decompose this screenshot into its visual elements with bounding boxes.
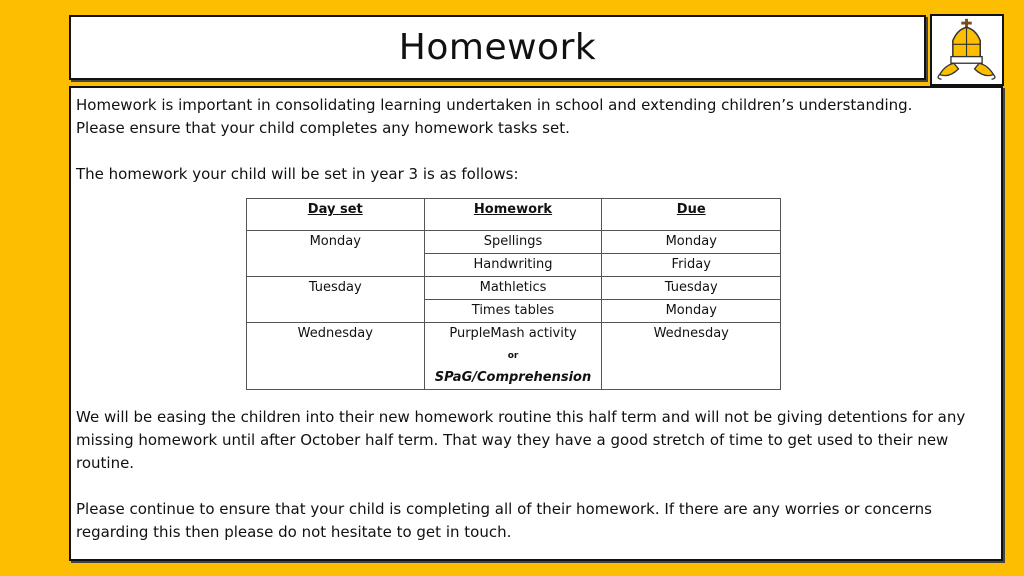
transition-paragraph: We will be easing the children into their new homework routine this half term and will not be giving detentions for any missing homework until after October half term. That way they have a good stretch of time to get used to their new routine. — [76, 408, 966, 472]
content-panel — [69, 86, 1003, 561]
day-cell: Monday — [247, 231, 425, 277]
school-crest — [930, 14, 1004, 86]
due-cell: Tuesday — [602, 277, 781, 300]
header-due: Due — [602, 199, 781, 231]
page-title: Homework — [398, 27, 597, 68]
schedule-intro: The homework your child will be set in year 3 is as follows: — [76, 165, 519, 183]
homework-option-1: PurpleMash activity — [449, 326, 577, 341]
table-row — [247, 323, 781, 390]
day-cell: Wednesday — [247, 323, 425, 390]
homework-option-2: SPaG/Comprehension — [434, 370, 592, 385]
header-day-set: Day set — [247, 199, 425, 231]
due-cell: Wednesday — [602, 323, 781, 390]
homework-cell: Times tables — [424, 300, 602, 323]
or-label: or — [507, 351, 519, 361]
concerns-paragraph: Please continue to ensure that your child is completing all of their homework. If there are any worries or concerns regarding this then please do not hesitate to get in touch. — [76, 500, 932, 541]
intro-line-1: Homework is important in consolidating learning undertaken in school and extending children’s understanding. — [76, 96, 913, 114]
school-crest-mitre-icon — [932, 16, 1002, 84]
homework-cell: Mathletics — [424, 277, 602, 300]
table-row — [247, 277, 781, 300]
title-bar — [69, 15, 926, 80]
due-cell: Monday — [602, 231, 781, 254]
homework-cell: Spellings — [424, 231, 602, 254]
day-cell: Tuesday — [247, 277, 425, 323]
table-row — [247, 231, 781, 254]
due-cell: Monday — [602, 300, 781, 323]
table-header-row — [247, 199, 781, 231]
homework-cell: Handwriting — [424, 254, 602, 277]
header-homework: Homework — [424, 199, 602, 231]
due-cell: Friday — [602, 254, 781, 277]
homework-schedule-table — [246, 198, 781, 390]
homework-cell — [424, 323, 602, 390]
intro-line-2: Please ensure that your child completes any homework tasks set. — [76, 119, 570, 137]
